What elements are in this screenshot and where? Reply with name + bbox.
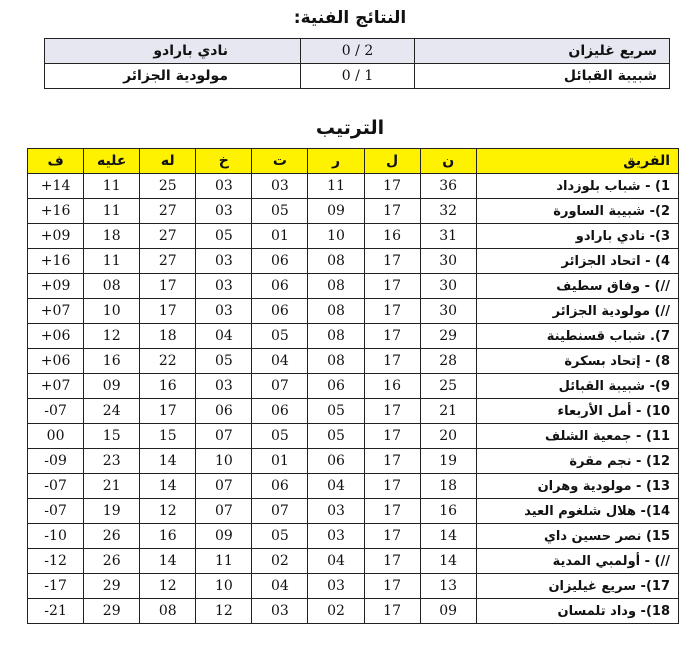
standings-row (28, 424, 679, 449)
points: 36 (420, 174, 476, 199)
goals-against: 12 (84, 324, 140, 349)
points: 29 (420, 324, 476, 349)
won: 08 (308, 274, 364, 299)
goal-diff: 00 (28, 424, 84, 449)
result-row (45, 39, 670, 64)
header-goals-against: عليه (84, 149, 140, 174)
goal-diff: 16+ (28, 249, 84, 274)
goals-for: 16 (140, 374, 196, 399)
standings-row (28, 374, 679, 399)
goal-diff: 07+ (28, 374, 84, 399)
team-name: 13) - مولودية وهران (476, 474, 678, 499)
goal-diff: 09+ (28, 274, 84, 299)
points: 30 (420, 274, 476, 299)
lost: 06 (196, 399, 252, 424)
team-name: 10) - أمل الأربعاء (476, 399, 678, 424)
standings-row (28, 399, 679, 424)
match-score: 1 / 0 (301, 64, 415, 89)
drawn: 03 (252, 599, 308, 624)
goals-against: 15 (84, 424, 140, 449)
points: 14 (420, 549, 476, 574)
goal-diff: 07- (28, 499, 84, 524)
drawn: 05 (252, 424, 308, 449)
goals-for: 08 (140, 599, 196, 624)
lost: 03 (196, 299, 252, 324)
goals-against: 11 (84, 174, 140, 199)
played: 17 (364, 524, 420, 549)
header-drawn: ت (252, 149, 308, 174)
header-goal-diff: ف (28, 149, 84, 174)
goal-diff: 14+ (28, 174, 84, 199)
played: 17 (364, 349, 420, 374)
won: 02 (308, 599, 364, 624)
played: 17 (364, 274, 420, 299)
lost: 07 (196, 499, 252, 524)
goals-for: 25 (140, 174, 196, 199)
team-name: 7). شباب قسنطينة (476, 324, 678, 349)
goals-for: 14 (140, 474, 196, 499)
team-name: //) - وفاق سطيف (476, 274, 678, 299)
points: 20 (420, 424, 476, 449)
points: 18 (420, 474, 476, 499)
home-team: سريع غليزان (415, 39, 670, 64)
goals-against: 24 (84, 399, 140, 424)
standings-row (28, 499, 679, 524)
standings-row (28, 324, 679, 349)
goals-for: 12 (140, 574, 196, 599)
goal-diff: 06+ (28, 349, 84, 374)
drawn: 01 (252, 224, 308, 249)
drawn: 04 (252, 574, 308, 599)
won: 04 (308, 474, 364, 499)
standings-row (28, 299, 679, 324)
drawn: 06 (252, 474, 308, 499)
lost: 05 (196, 349, 252, 374)
won: 09 (308, 199, 364, 224)
team-name: 11) - جمعية الشلف (476, 424, 678, 449)
points: 09 (420, 599, 476, 624)
standings-row (28, 349, 679, 374)
points: 30 (420, 249, 476, 274)
lost: 11 (196, 549, 252, 574)
played: 17 (364, 499, 420, 524)
drawn: 05 (252, 524, 308, 549)
lost: 03 (196, 274, 252, 299)
played: 16 (364, 224, 420, 249)
goal-diff: 21- (28, 599, 84, 624)
goal-diff: 17- (28, 574, 84, 599)
points: 32 (420, 199, 476, 224)
goals-against: 16 (84, 349, 140, 374)
points: 14 (420, 524, 476, 549)
match-score: 2 / 0 (301, 39, 415, 64)
team-name: 12) - نجم مقرة (476, 449, 678, 474)
goals-for: 17 (140, 274, 196, 299)
goals-against: 29 (84, 599, 140, 624)
drawn: 06 (252, 249, 308, 274)
lost: 03 (196, 199, 252, 224)
result-row (45, 64, 670, 89)
won: 04 (308, 549, 364, 574)
drawn: 05 (252, 199, 308, 224)
header-played: ل (364, 149, 420, 174)
standings-row (28, 524, 679, 549)
won: 08 (308, 299, 364, 324)
won: 03 (308, 499, 364, 524)
goal-diff: 16+ (28, 199, 84, 224)
drawn: 07 (252, 499, 308, 524)
played: 17 (364, 449, 420, 474)
played: 17 (364, 324, 420, 349)
points: 30 (420, 299, 476, 324)
goals-against: 18 (84, 224, 140, 249)
drawn: 01 (252, 449, 308, 474)
header-points: ن (420, 149, 476, 174)
played: 17 (364, 199, 420, 224)
played: 17 (364, 174, 420, 199)
goals-for: 14 (140, 449, 196, 474)
goals-against: 26 (84, 549, 140, 574)
away-team: نادي بارادو (45, 39, 301, 64)
team-name: 15) نصر حسين داي (476, 524, 678, 549)
standings-row (28, 449, 679, 474)
goals-against: 23 (84, 449, 140, 474)
played: 17 (364, 424, 420, 449)
won: 11 (308, 174, 364, 199)
goals-for: 17 (140, 299, 196, 324)
lost: 03 (196, 374, 252, 399)
team-name: 9)- شبيبة القبائل (476, 374, 678, 399)
points: 28 (420, 349, 476, 374)
goals-against: 10 (84, 299, 140, 324)
team-name: 18)- وداد تلمسان (476, 599, 678, 624)
standings-row (28, 249, 679, 274)
goals-against: 08 (84, 274, 140, 299)
standings-row (28, 274, 679, 299)
goals-for: 22 (140, 349, 196, 374)
goals-against: 09 (84, 374, 140, 399)
played: 17 (364, 249, 420, 274)
header-team: الفريق (476, 149, 678, 174)
lost: 03 (196, 249, 252, 274)
team-name: 2)- شبيبة الساورة (476, 199, 678, 224)
won: 05 (308, 424, 364, 449)
lost: 04 (196, 324, 252, 349)
drawn: 03 (252, 174, 308, 199)
won: 10 (308, 224, 364, 249)
goals-against: 11 (84, 249, 140, 274)
points: 21 (420, 399, 476, 424)
drawn: 06 (252, 299, 308, 324)
home-team: شبيبة القبائل (415, 64, 670, 89)
standings-table (27, 148, 679, 624)
results-title: النتائج الفنية: (293, 8, 407, 28)
goals-against: 11 (84, 199, 140, 224)
goals-for: 12 (140, 499, 196, 524)
played: 17 (364, 474, 420, 499)
goals-for: 27 (140, 224, 196, 249)
standings-row (28, 174, 679, 199)
won: 03 (308, 574, 364, 599)
lost: 07 (196, 424, 252, 449)
standings-row (28, 224, 679, 249)
points: 13 (420, 574, 476, 599)
standings-row (28, 199, 679, 224)
team-name: 14)- هلال شلغوم العيد (476, 499, 678, 524)
points: 16 (420, 499, 476, 524)
lost: 12 (196, 599, 252, 624)
goals-for: 15 (140, 424, 196, 449)
goal-diff: 12- (28, 549, 84, 574)
team-name: 8) - إتحاد بسكرة (476, 349, 678, 374)
lost: 09 (196, 524, 252, 549)
team-name: 1) - شباب بلوزداد (476, 174, 678, 199)
standings-title: الترتيب (315, 117, 385, 139)
played: 17 (364, 599, 420, 624)
played: 17 (364, 574, 420, 599)
won: 06 (308, 449, 364, 474)
goal-diff: 06+ (28, 324, 84, 349)
won: 06 (308, 374, 364, 399)
won: 08 (308, 249, 364, 274)
won: 08 (308, 349, 364, 374)
goals-against: 29 (84, 574, 140, 599)
away-team: مولودية الجزائر (45, 64, 301, 89)
drawn: 04 (252, 349, 308, 374)
lost: 07 (196, 474, 252, 499)
header-won: ر (308, 149, 364, 174)
team-name: 4) - اتحاد الجزائر (476, 249, 678, 274)
header-goals-for: له (140, 149, 196, 174)
played: 17 (364, 549, 420, 574)
goals-for: 18 (140, 324, 196, 349)
won: 08 (308, 324, 364, 349)
played: 16 (364, 374, 420, 399)
goal-diff: 09- (28, 449, 84, 474)
team-name: //) مولودية الجزائر (476, 299, 678, 324)
standings-row (28, 599, 679, 624)
goals-for: 27 (140, 199, 196, 224)
standings-row (28, 549, 679, 574)
standings-header-row (28, 149, 679, 174)
goal-diff: 07+ (28, 299, 84, 324)
won: 05 (308, 399, 364, 424)
lost: 03 (196, 174, 252, 199)
points: 31 (420, 224, 476, 249)
standings-row (28, 574, 679, 599)
drawn: 07 (252, 374, 308, 399)
goals-for: 14 (140, 549, 196, 574)
team-name: 17)- سريع غيليزان (476, 574, 678, 599)
goal-diff: 09+ (28, 224, 84, 249)
team-name: //) - أولمبي المدية (476, 549, 678, 574)
drawn: 05 (252, 324, 308, 349)
points: 19 (420, 449, 476, 474)
goals-against: 21 (84, 474, 140, 499)
goals-for: 27 (140, 249, 196, 274)
team-name: 3)- نادي بارادو (476, 224, 678, 249)
drawn: 06 (252, 274, 308, 299)
goal-diff: 07- (28, 474, 84, 499)
goals-for: 17 (140, 399, 196, 424)
drawn: 02 (252, 549, 308, 574)
goals-against: 19 (84, 499, 140, 524)
goals-against: 26 (84, 524, 140, 549)
goals-for: 16 (140, 524, 196, 549)
header-lost: خ (196, 149, 252, 174)
lost: 10 (196, 574, 252, 599)
won: 03 (308, 524, 364, 549)
played: 17 (364, 299, 420, 324)
points: 25 (420, 374, 476, 399)
drawn: 06 (252, 399, 308, 424)
standings-row (28, 474, 679, 499)
goal-diff: 07- (28, 399, 84, 424)
results-table (44, 38, 670, 89)
lost: 10 (196, 449, 252, 474)
goal-diff: 10- (28, 524, 84, 549)
played: 17 (364, 399, 420, 424)
lost: 05 (196, 224, 252, 249)
